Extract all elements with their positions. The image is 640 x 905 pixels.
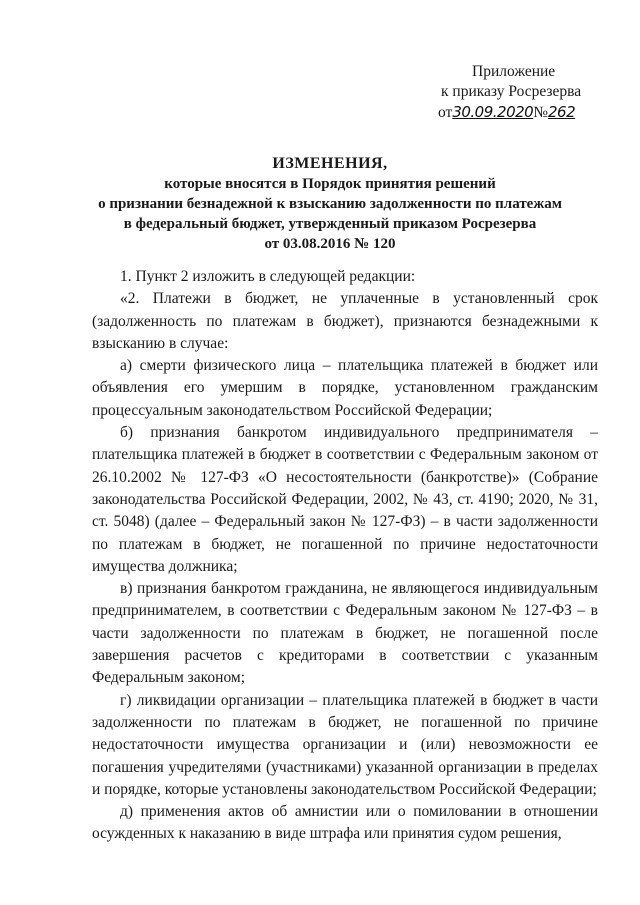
paragraph-point-2: «2. Платежи в бюджет, не уплаченные в установленный срок (задолженность по платежам в бюджет), признаются безнадежными к взысканию в случае:	[92, 290, 598, 352]
appendix-from-prefix: от	[438, 104, 453, 121]
appendix-label: Приложение	[472, 63, 556, 80]
paragraph-subpoint-g: г) ликвидации организации – плательщика платежей в бюджет в части задолженности по платежам в бюджет, не погашенной по причине недостаточности имущества организации и (или) невозможности ее погашения учредителями (участниками) указанной организации в пределах и порядке, которые установлены законодательством Российской Федерации;	[92, 691, 598, 798]
paragraph-subpoint-b: б) признания банкротом индивидуального предпринимателя – плательщика платежей в бюджет в соответствии с Федеральным законом от 26.10.2002 № 127-ФЗ «О несостоятельности (банкротстве)» (Собрание законодательства Российской Федерации, 2002, № 43, ст. 4190; 2020, № 31, ст. 5048) (далее – Федеральный закон № 127-ФЗ) – в части задолженности по платежам в бюджет, не погашенной по причине недостаточности имущества должника;	[92, 424, 598, 575]
appendix-header	[438, 62, 608, 123]
title-line: о признании безнадежной к взысканию задолженности по платежам	[98, 196, 562, 212]
paragraph-item-1: 1. Пункт 2 изложить в следующей редакции:	[120, 268, 416, 285]
paragraph-subpoint-a: а) смерти физического лица – плательщика платежей в бюджет или объявления его умершим в порядке, установленном гражданским процессуальным законодательством Российской Федерации;	[92, 357, 598, 419]
appendix-order-ref: к приказу Росрезерва	[441, 83, 582, 100]
document-title	[80, 154, 580, 254]
title-main: ИЗМЕНЕНИЯ,	[272, 155, 388, 172]
document-body	[92, 266, 598, 846]
handwritten-number: 262	[548, 103, 576, 121]
paragraph-subpoint-d: д) применения актов об амнистии или о помиловании в отношении осужденных к наказанию в виде штрафа или принятия судом решения,	[92, 803, 598, 843]
number-sign: №	[533, 104, 549, 121]
paragraph-subpoint-v: в) признания банкротом гражданина, не являющегося индивидуальным предпринимателем, в соответствии с Федеральным законом № 127-ФЗ – в части задолженности по платежам в бюджет, не погашенной после завершения расчетов с кредиторами в соответствии с указанным Федеральным законом;	[92, 580, 598, 687]
title-line: которые вносятся в Порядок принятия решений	[164, 176, 496, 192]
title-line: в федеральный бюджет, утвержденный приказом Росрезерва	[123, 216, 537, 232]
handwritten-date: 30.09.2020	[452, 103, 534, 121]
title-line: от 03.08.2016 № 120	[264, 236, 396, 252]
appendix-date-number	[438, 102, 608, 123]
